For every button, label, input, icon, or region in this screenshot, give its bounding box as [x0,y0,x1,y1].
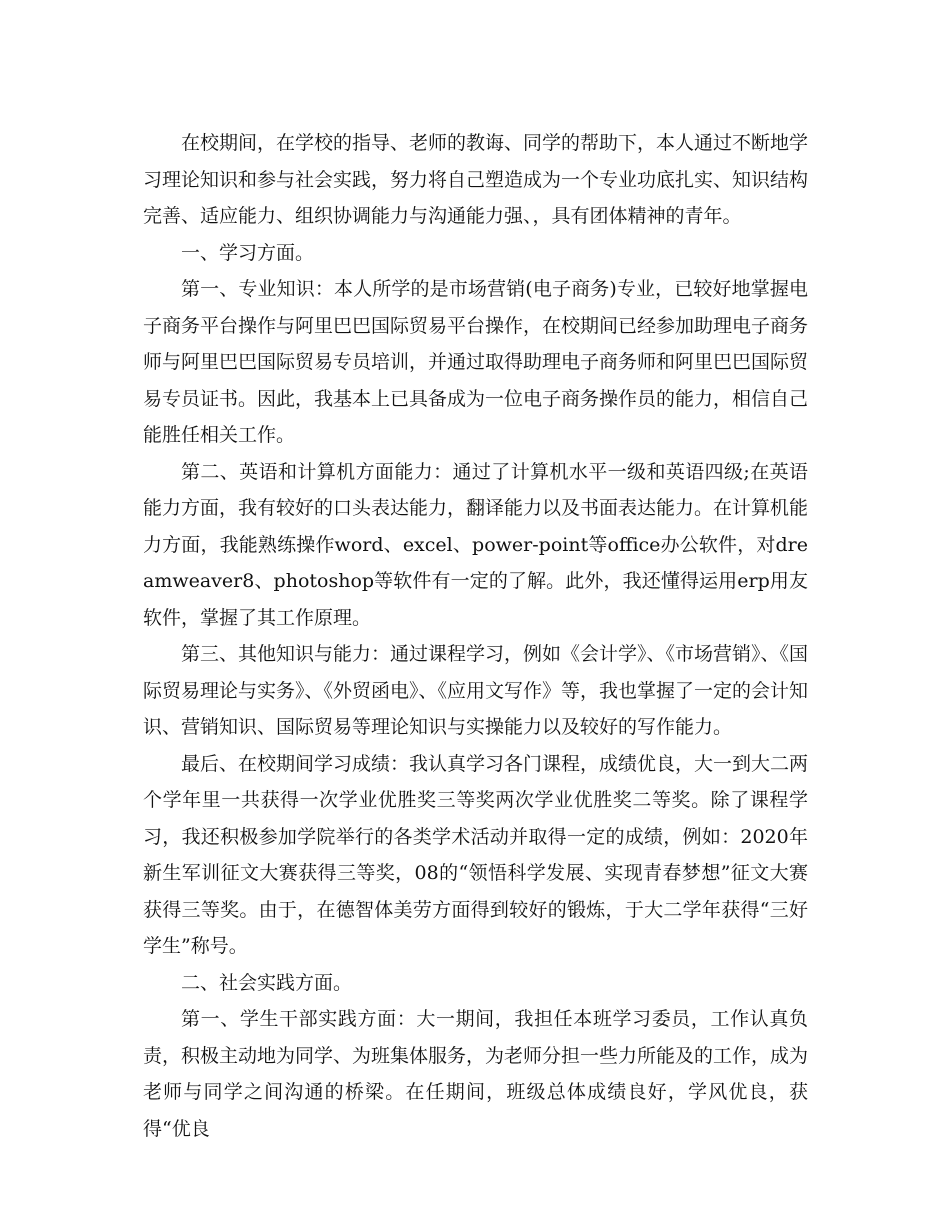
document-body [143,125,808,1147]
heading-social-practice: 二、社会实践方面。 [181,971,353,994]
paragraph-intro: 在校期间，在学校的指导、老师的教诲、同学的帮助下，本人通过不断地学习理论知识和参与社会实践，努力将自己塑造成为一个专业功底扎实、知识结构完善、适应能力、组织协调能力与沟通能力强、，具有团体精神的青年。 [143,132,809,227]
paragraph-english-computer: 第二、英语和计算机方面能力：通过了计算机水平一级和英语四级;在英语能力方面，我有较好的口头表达能力，翻译能力以及书面表达能力。在计算机能力方面，我能熟练操作word、excel、power-point等office办公软件，对dreamweaver8、photoshop等软件有一定的了解。此外，我还懂得运用erp用友软件，掌握了其工作原理。 [143,460,809,629]
heading-study: 一、学习方面。 [181,241,315,264]
paragraph-student-cadre: 第一、学生干部实践方面：大一期间，我担任本班学习委员，工作认真负责，积极主动地为同学、为班集体服务，为老师分担一些力所能及的工作，成为老师与同学之间沟通的桥梁。在任期间，班级总体成绩良好，学风优良，获得“优良 [143,1008,809,1140]
paragraph-grades: 最后、在校期间学习成绩：我认真学习各门课程，成绩优良，大一到大二两个学年里一共获得一次学业优胜奖三等奖两次学业优胜奖二等奖。除了课程学习，我还积极参加学院举行的各类学术活动并取得一定的成绩，例如：2020年新生军训征文大赛获得三等奖，08的“领悟科学发展、实现青春梦想”征文大赛获得三等奖。由于，在德智体美劳方面得到较好的锻炼，于大二学年获得“三好学生”称号。 [143,752,809,957]
paragraph-professional-knowledge: 第一、专业知识：本人所学的是市场营销(电子商务)专业，已较好地掌握电子商务平台操作与阿里巴巴国际贸易平台操作，在校期间已经参加助理电子商务师与阿里巴巴国际贸易专员培训，并通过取得助理电子商务师和阿里巴巴国际贸易专员证书。因此，我基本上已具备成为一位电子商务操作员的能力，相信自己能胜任相关工作。 [143,278,809,446]
paragraph-other-knowledge: 第三、其他知识与能力：通过课程学习，例如《会计学》、《市场营销》、《国际贸易理论与实务》、《外贸函电》、《应用文写作》等，我也掌握了一定的会计知识、营销知识、国际贸易等理论知识与实操能力以及较好的写作能力。 [143,643,809,738]
